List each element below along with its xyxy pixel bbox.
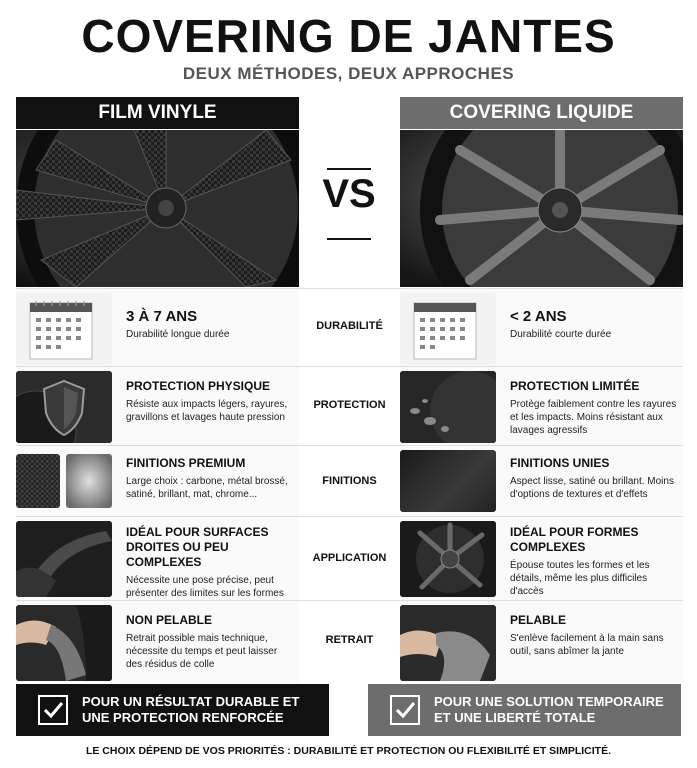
vs-divider-bottom — [327, 238, 371, 240]
row-protection — [16, 366, 683, 445]
vinyl-removal-desc: Retrait possible mais technique, nécessite du temps et peut laisser des résidus de colle — [126, 633, 278, 670]
liquid-finishes-heading: FINITIONS UNIES — [510, 456, 610, 470]
vinyl-wheel-photo — [16, 130, 299, 287]
row-label-durability: DURABILITÉ — [316, 320, 383, 332]
vinyl-removal-photo — [16, 605, 112, 681]
vinyl-finishes-desc: Large choix : carbone, métal brossé, satiné, brillant, mat, chrome... — [126, 476, 288, 500]
liquid-conclusion-banner — [368, 684, 681, 736]
liquid-removal-photo — [400, 605, 496, 681]
finish-samples — [16, 450, 112, 512]
vinyl-finishes-heading: FINITIONS PREMIUM — [126, 456, 246, 470]
row-application — [16, 516, 683, 600]
calendar-icon — [400, 293, 496, 365]
row-finishes — [16, 445, 683, 516]
row-label-finishes: FINITIONS — [322, 475, 377, 487]
vs-divider-top — [327, 168, 371, 170]
vinyl-removal-heading: NON PELABLE — [126, 613, 213, 627]
vinyl-application-desc: Nécessite une pose précise, peut présenter des limites sur les formes — [126, 575, 284, 599]
column-header-liquid: COVERING LIQUIDE — [400, 97, 683, 129]
vs-label: VS — [322, 172, 376, 216]
liquid-removal-cell — [400, 601, 683, 683]
liquid-protection-cell — [400, 367, 683, 445]
liquid-conclusion-text: POUR UNE SOLUTION TEMPORAIRE ET UNE LIBERTÉ TOTALE — [434, 694, 664, 725]
shield-icon — [16, 371, 112, 443]
row-label-application: APPLICATION — [312, 552, 387, 564]
checkbox-icon — [38, 695, 68, 725]
vinyl-durability-heading: 3 À 7 ANS — [126, 308, 198, 325]
vinyl-removal-cell — [16, 601, 299, 683]
liquid-durability-desc: Durabilité courte durée — [510, 329, 612, 340]
liquid-finishes-cell — [400, 446, 683, 516]
liquid-removal-heading: PELABLE — [510, 613, 567, 627]
liquid-protection-heading: PROTECTION LIMITÉE — [510, 379, 640, 393]
liquid-application-photo — [400, 521, 496, 597]
vinyl-protection-heading: PROTECTION PHYSIQUE — [126, 379, 271, 393]
vinyl-conclusion-text: POUR UN RÉSULTAT DURABLE ET UNE PROTECTION RENFORCÉE — [82, 694, 300, 725]
column-header-vinyl: FILM VINYLE — [16, 97, 299, 129]
liquid-finishes-desc: Aspect lisse, satiné ou brillant. Moins d'options de textures et d'effets — [510, 476, 674, 500]
vinyl-durability-desc: Durabilité longue durée — [126, 329, 230, 340]
page-subtitle: DEUX MÉTHODES, DEUX APPROCHES — [182, 64, 515, 83]
vinyl-durability-cell — [16, 289, 299, 366]
row-label-protection: PROTECTION — [313, 399, 386, 411]
liquid-wheel-photo — [400, 130, 683, 287]
vinyl-protection-desc: Résiste aux impacts légers, rayures, gravillons et lavages haute pression — [126, 399, 288, 423]
vinyl-protection-cell — [16, 367, 299, 445]
liquid-application-heading: IDÉAL POUR FORMES COMPLEXES — [510, 525, 639, 554]
liquid-durability-cell — [400, 289, 683, 366]
liquid-protection-desc: Protège faiblement contre les rayures et les impacts. Moins résistant aux lavages agressifs — [510, 399, 677, 436]
page-title: COVERING DE JANTES — [81, 10, 616, 62]
vinyl-conclusion-banner — [16, 684, 329, 736]
vinyl-application-cell — [16, 517, 299, 600]
vinyl-application-heading: IDÉAL POUR SURFACES DROITES OU PEU COMPLEXES — [126, 525, 269, 569]
liquid-application-desc: Épouse toutes les formes et les détails, même les plus difficiles d'accès — [510, 560, 650, 597]
liquid-removal-desc: S'enlève facilement à la main sans outil, sans abîmer la jante — [510, 633, 664, 657]
liquid-application-cell — [400, 517, 683, 600]
water-drops-photo — [400, 371, 496, 443]
row-label-removal: RETRAIT — [325, 634, 374, 646]
row-removal — [16, 600, 683, 683]
vinyl-finishes-cell — [16, 446, 299, 516]
checkbox-icon — [390, 695, 420, 725]
calendar-icon — [16, 293, 112, 365]
footer-note: LE CHOIX DÉPEND DE VOS PRIORITÉS : DURABILITÉ ET PROTECTION OU FLEXIBILITÉ ET SIMPLICITÉ. — [85, 745, 612, 757]
matte-finish-sample — [400, 450, 496, 512]
liquid-durability-heading: < 2 ANS — [510, 308, 567, 325]
row-durability — [16, 288, 683, 366]
vinyl-application-photo — [16, 521, 112, 597]
